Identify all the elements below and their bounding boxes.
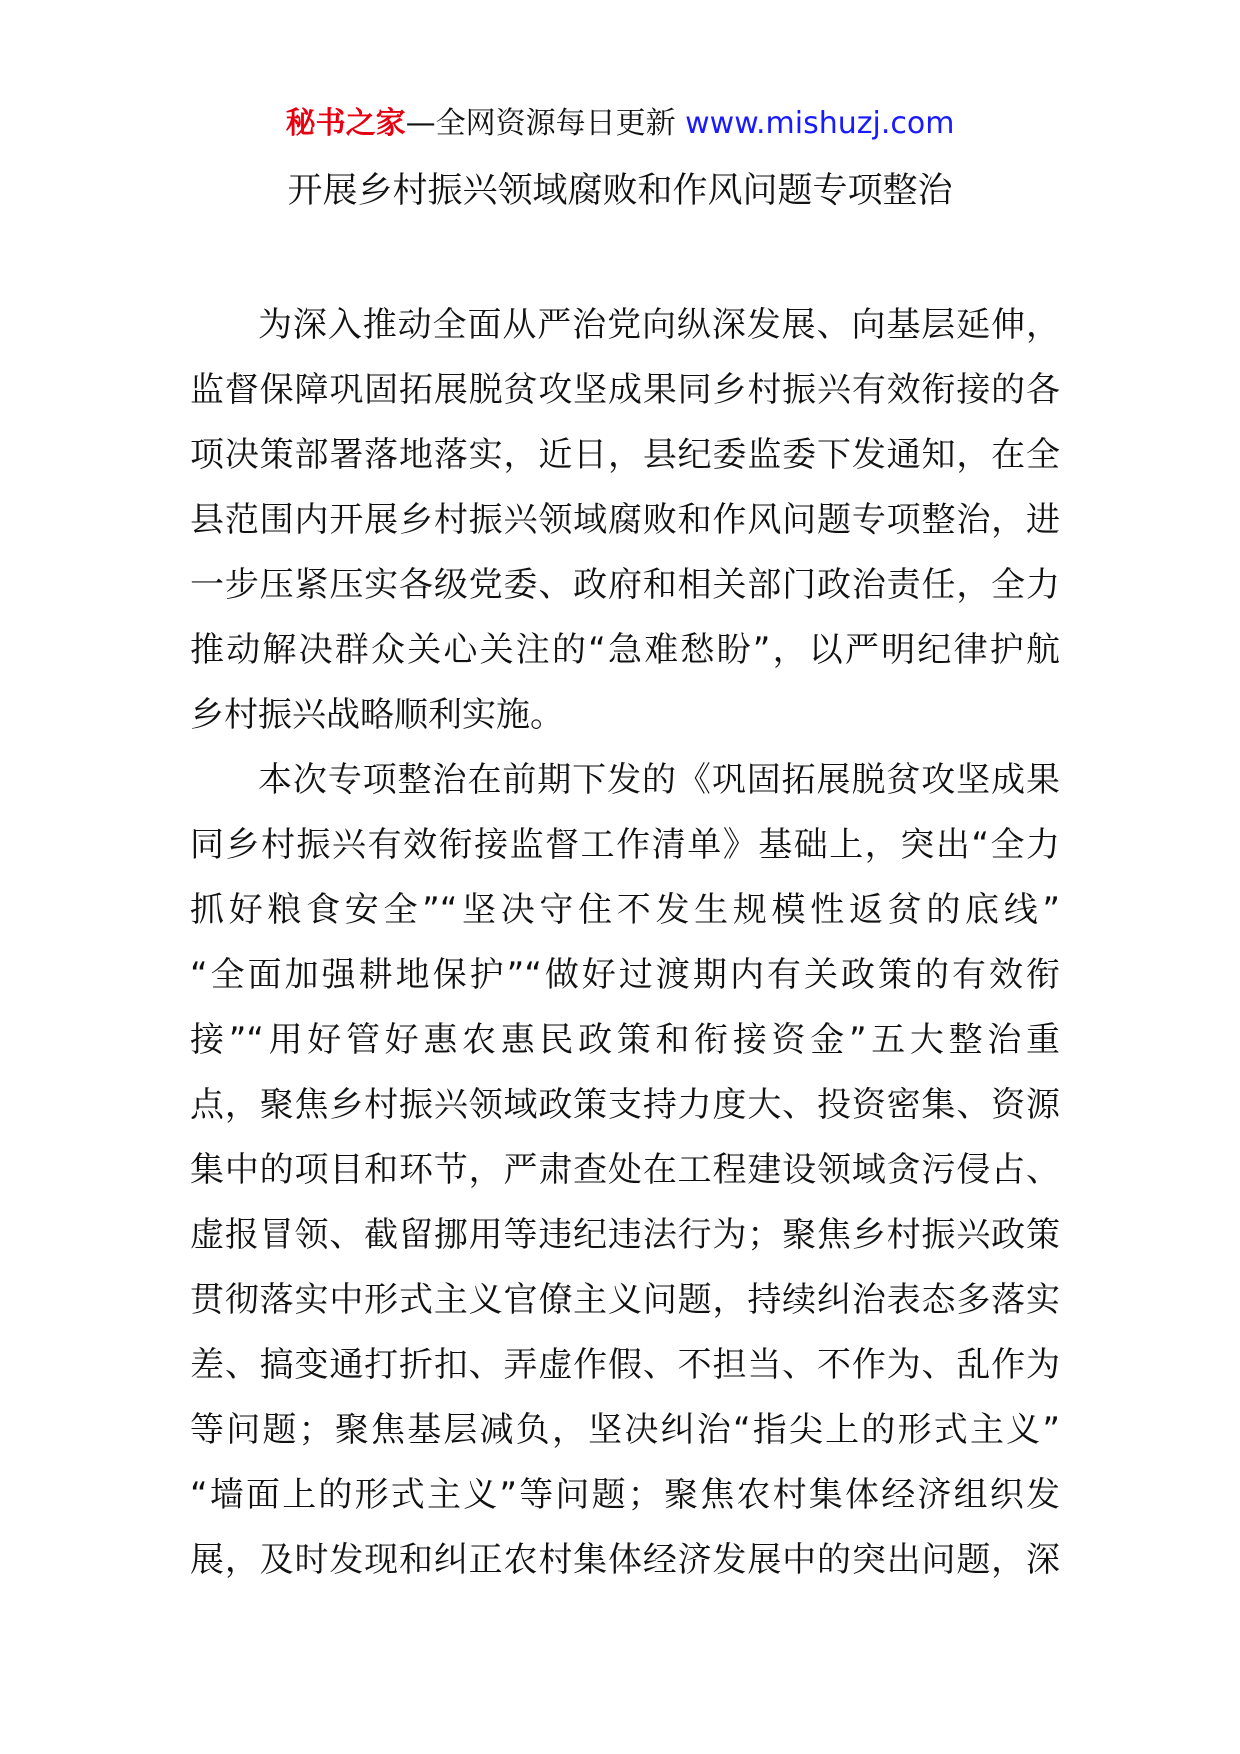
text-line: 乡村振兴战略顺利实施。 [190,695,564,735]
document-title: 开展乡村振兴领域腐败和作风问题专项整治 [287,171,953,211]
document-body [190,293,1060,1593]
text-line: 同乡村振兴有效衔接监督工作清单》基础上，突出“全力 [190,825,1060,865]
text-line: 一步压紧压实各级党委、政府和相关部门政治责任，全力 [190,565,1060,605]
text-line: 贯彻落实中形式主义官僚主义问题，持续纠治表态多落实 [190,1280,1060,1320]
text-line: 抓好粮食安全”“坚决守住不发生规模性返贫的底线” [190,890,1060,930]
text-line: “全面加强耕地保护”“做好过渡期内有关政策的有效衔 [190,955,1060,995]
site-url-link[interactable]: www.mishuzj.com [685,106,955,141]
text-line: 展，及时发现和纠正农村集体经济发展中的突出问题，深 [190,1540,1060,1580]
text-line: 为深入推动全面从严治党向纵深发展、向基层延伸， [258,305,1060,345]
text-line: 集中的项目和环节，严肃查处在工程建设领域贪污侵占、 [190,1150,1060,1190]
text-line: 接”“用好管好惠农惠民政策和衔接资金”五大整治重 [190,1020,1060,1060]
text-line: 虚报冒领、截留挪用等违纪违法行为；聚焦乡村振兴政策 [190,1215,1060,1255]
text-line: 县范围内开展乡村振兴领域腐败和作风问题专项整治，进 [190,500,1060,540]
text-line: 监督保障巩固拓展脱贫攻坚成果同乡村振兴有效衔接的各 [190,370,1060,410]
site-brand: 秘书之家 [285,106,406,141]
text-line: 项决策部署落地落实，近日，县纪委监委下发通知，在全 [190,435,1060,475]
paragraph [190,293,1060,748]
paragraph [190,748,1060,1593]
text-line: 推动解决群众关心关注的“急难愁盼”，以严明纪律护航 [190,630,1060,670]
text-line: 等问题；聚焦基层减负，坚决纠治“指尖上的形式主义” [190,1410,1060,1450]
text-line: 本次专项整治在前期下发的《巩固拓展脱贫攻坚成果 [258,760,1060,800]
site-header [0,102,1240,146]
text-line: 点，聚焦乡村振兴领域政策支持力度大、投资密集、资源 [190,1085,1060,1125]
text-line: “墙面上的形式主义”等问题；聚焦农村集体经济组织发 [190,1475,1060,1515]
text-line: 差、搞变通打折扣、弄虚作假、不担当、不作为、乱作为 [190,1345,1060,1385]
site-tagline: —全网资源每日更新 [405,106,686,141]
